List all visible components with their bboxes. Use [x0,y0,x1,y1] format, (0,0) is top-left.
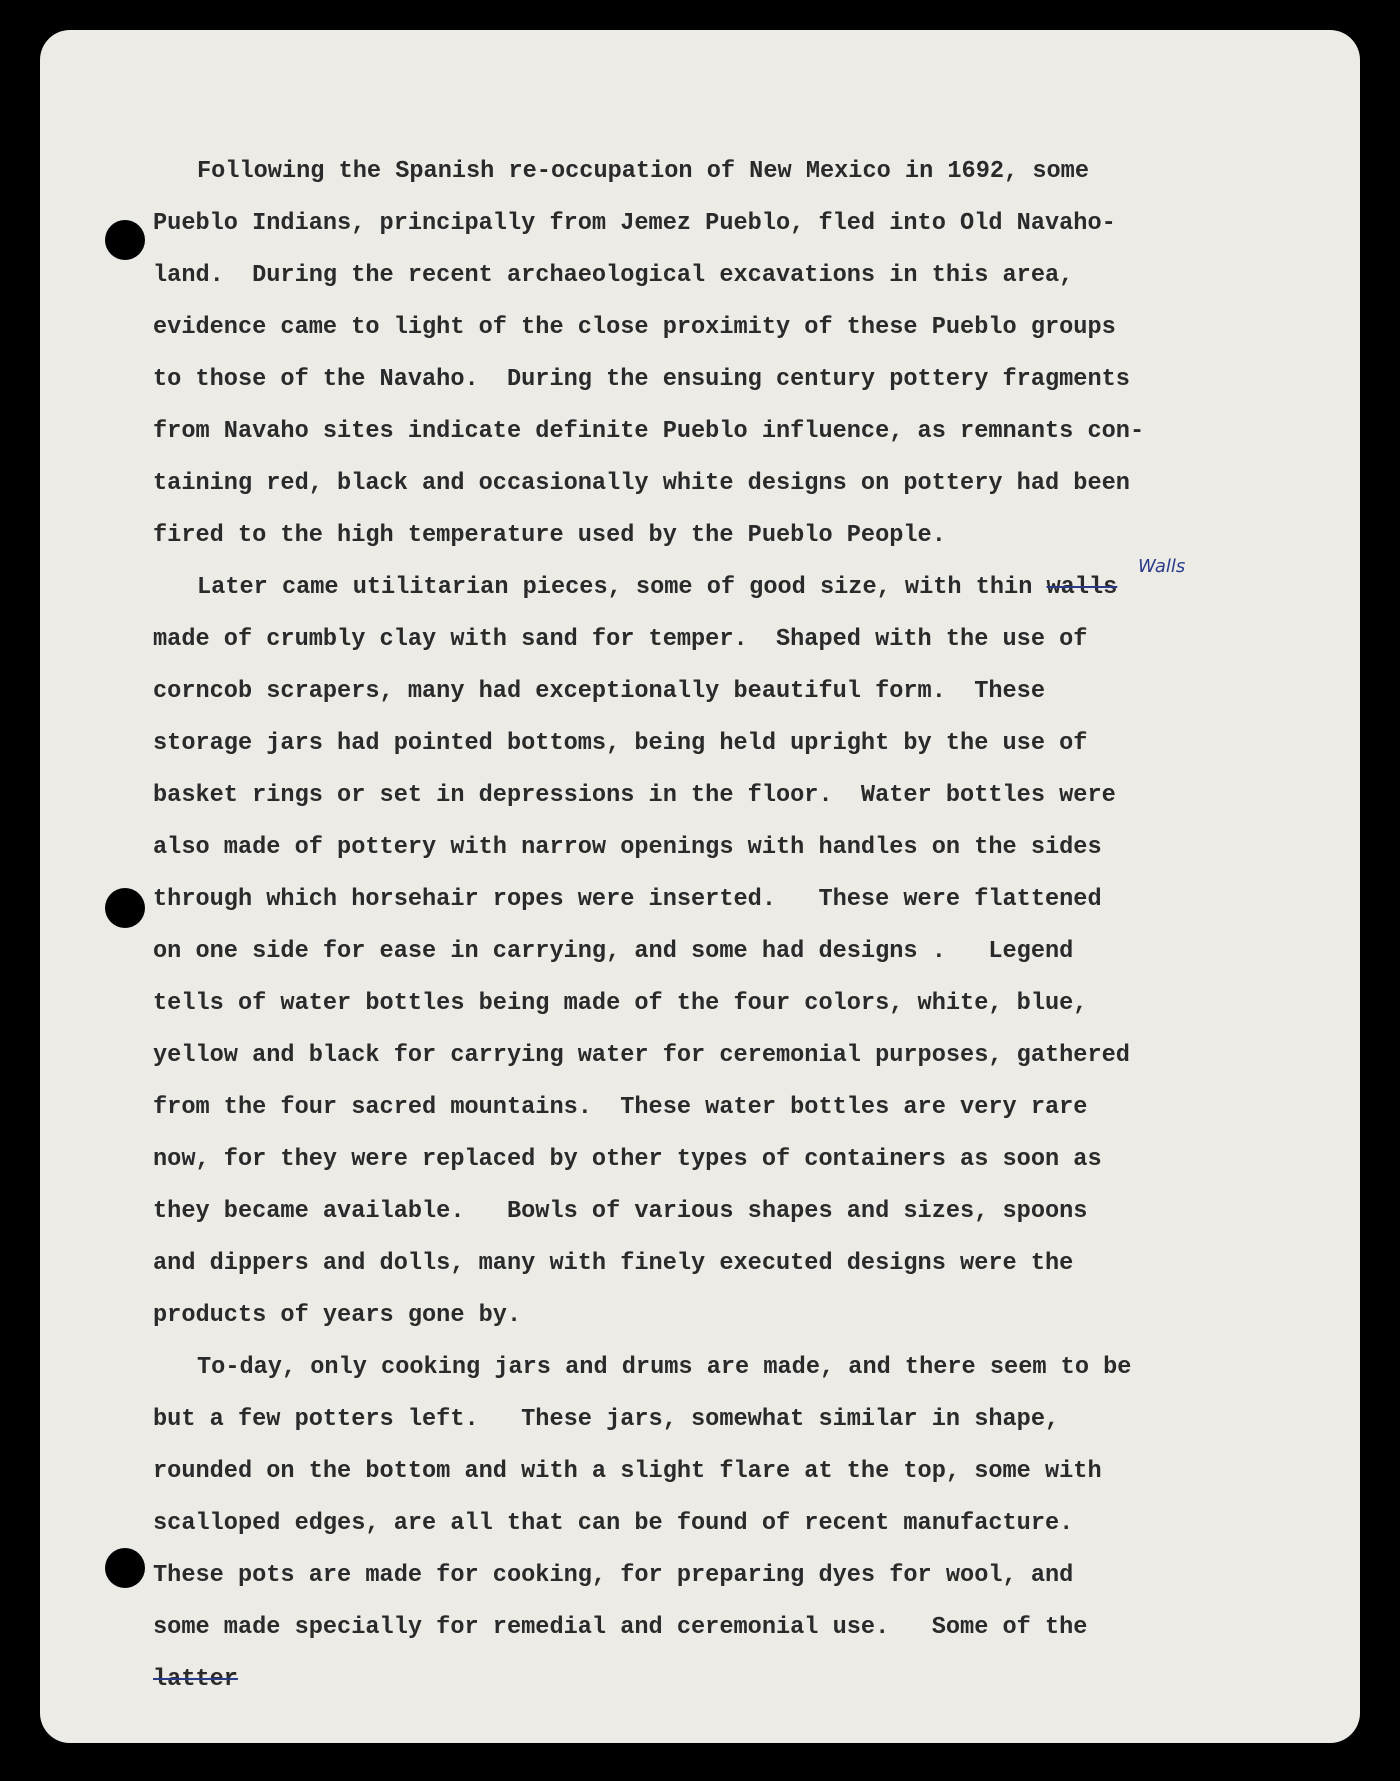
struck-word: latter [153,1666,238,1693]
text-line: basket rings or set in depressions in the floor. Water bottles were [153,782,1116,809]
text-line: fired to the high temperature used by the Pueblo People. [153,522,946,549]
text-line: rounded on the bottom and with a slight flare at the top, some with [153,1458,1102,1485]
text-line: from the four sacred mountains. These water bottles are very rare [153,1094,1088,1121]
binder-hole-bottom [105,1548,145,1588]
text-line: now, for they were replaced by other types of containers as soon as [153,1146,1102,1173]
text-line: tells of water bottles being made of the four colors, white, blue, [153,990,1088,1017]
text-line: also made of pottery with narrow openings with handles on the sides [153,834,1102,861]
binder-hole-middle [105,888,145,928]
text-line: made of crumbly clay with sand for temper. Shaped with the use of [153,626,1088,653]
text-line: storage jars had pointed bottoms, being held upright by the use of [153,730,1088,757]
text-line: evidence came to light of the close proximity of these Pueblo groups [153,314,1116,341]
text-line: from Navaho sites indicate definite Pueblo influence, as remnants con- [153,418,1145,445]
text-line [197,573,1117,603]
text-line: products of years gone by. [153,1302,522,1329]
text-line: land. During the recent archaeological excavations in this area, [153,262,1074,289]
text-line: and dippers and dolls, many with finely executed designs were the [153,1250,1074,1277]
text-line: corncob scrapers, many had exceptionally beautiful form. These [153,678,1045,705]
text-line: scalloped edges, are all that can be found of recent manufacture. [153,1510,1074,1537]
text-line: Pueblo Indians, principally from Jemez Pueblo, fled into Old Navaho- [153,210,1116,237]
handwritten-correction: Walls [1138,556,1186,577]
text-line: on one side for ease in carrying, and some had designs . Legend [153,938,1074,965]
text-line-start: Later came utilitarian pieces, some of good size, with thin [197,574,1047,601]
binder-hole-top [105,220,145,260]
text-line: These pots are made for cooking, for preparing dyes for wool, and [153,1562,1074,1589]
text-line: yellow and black for carrying water for ceremonial purposes, gathered [153,1042,1130,1069]
text-line: taining red, black and occasionally white designs on pottery had been [153,470,1130,497]
text-line: Following the Spanish re-occupation of New Mexico in 1692, some [197,158,1089,185]
text-line: To-day, only cooking jars and drums are made, and there seem to be [197,1354,1132,1381]
text-line: they became available. Bowls of various shapes and sizes, spoons [153,1198,1088,1225]
text-line: some made specially for remedial and ceremonial use. Some of the [153,1614,1088,1641]
struck-word: walls [1046,574,1118,601]
text-line [153,1665,238,1695]
text-line: but a few potters left. These jars, somewhat similar in shape, [153,1406,1060,1433]
text-line: through which horsehair ropes were inserted. These were flattened [153,886,1102,913]
text-line: to those of the Navaho. During the ensuing century pottery fragments [153,366,1130,393]
